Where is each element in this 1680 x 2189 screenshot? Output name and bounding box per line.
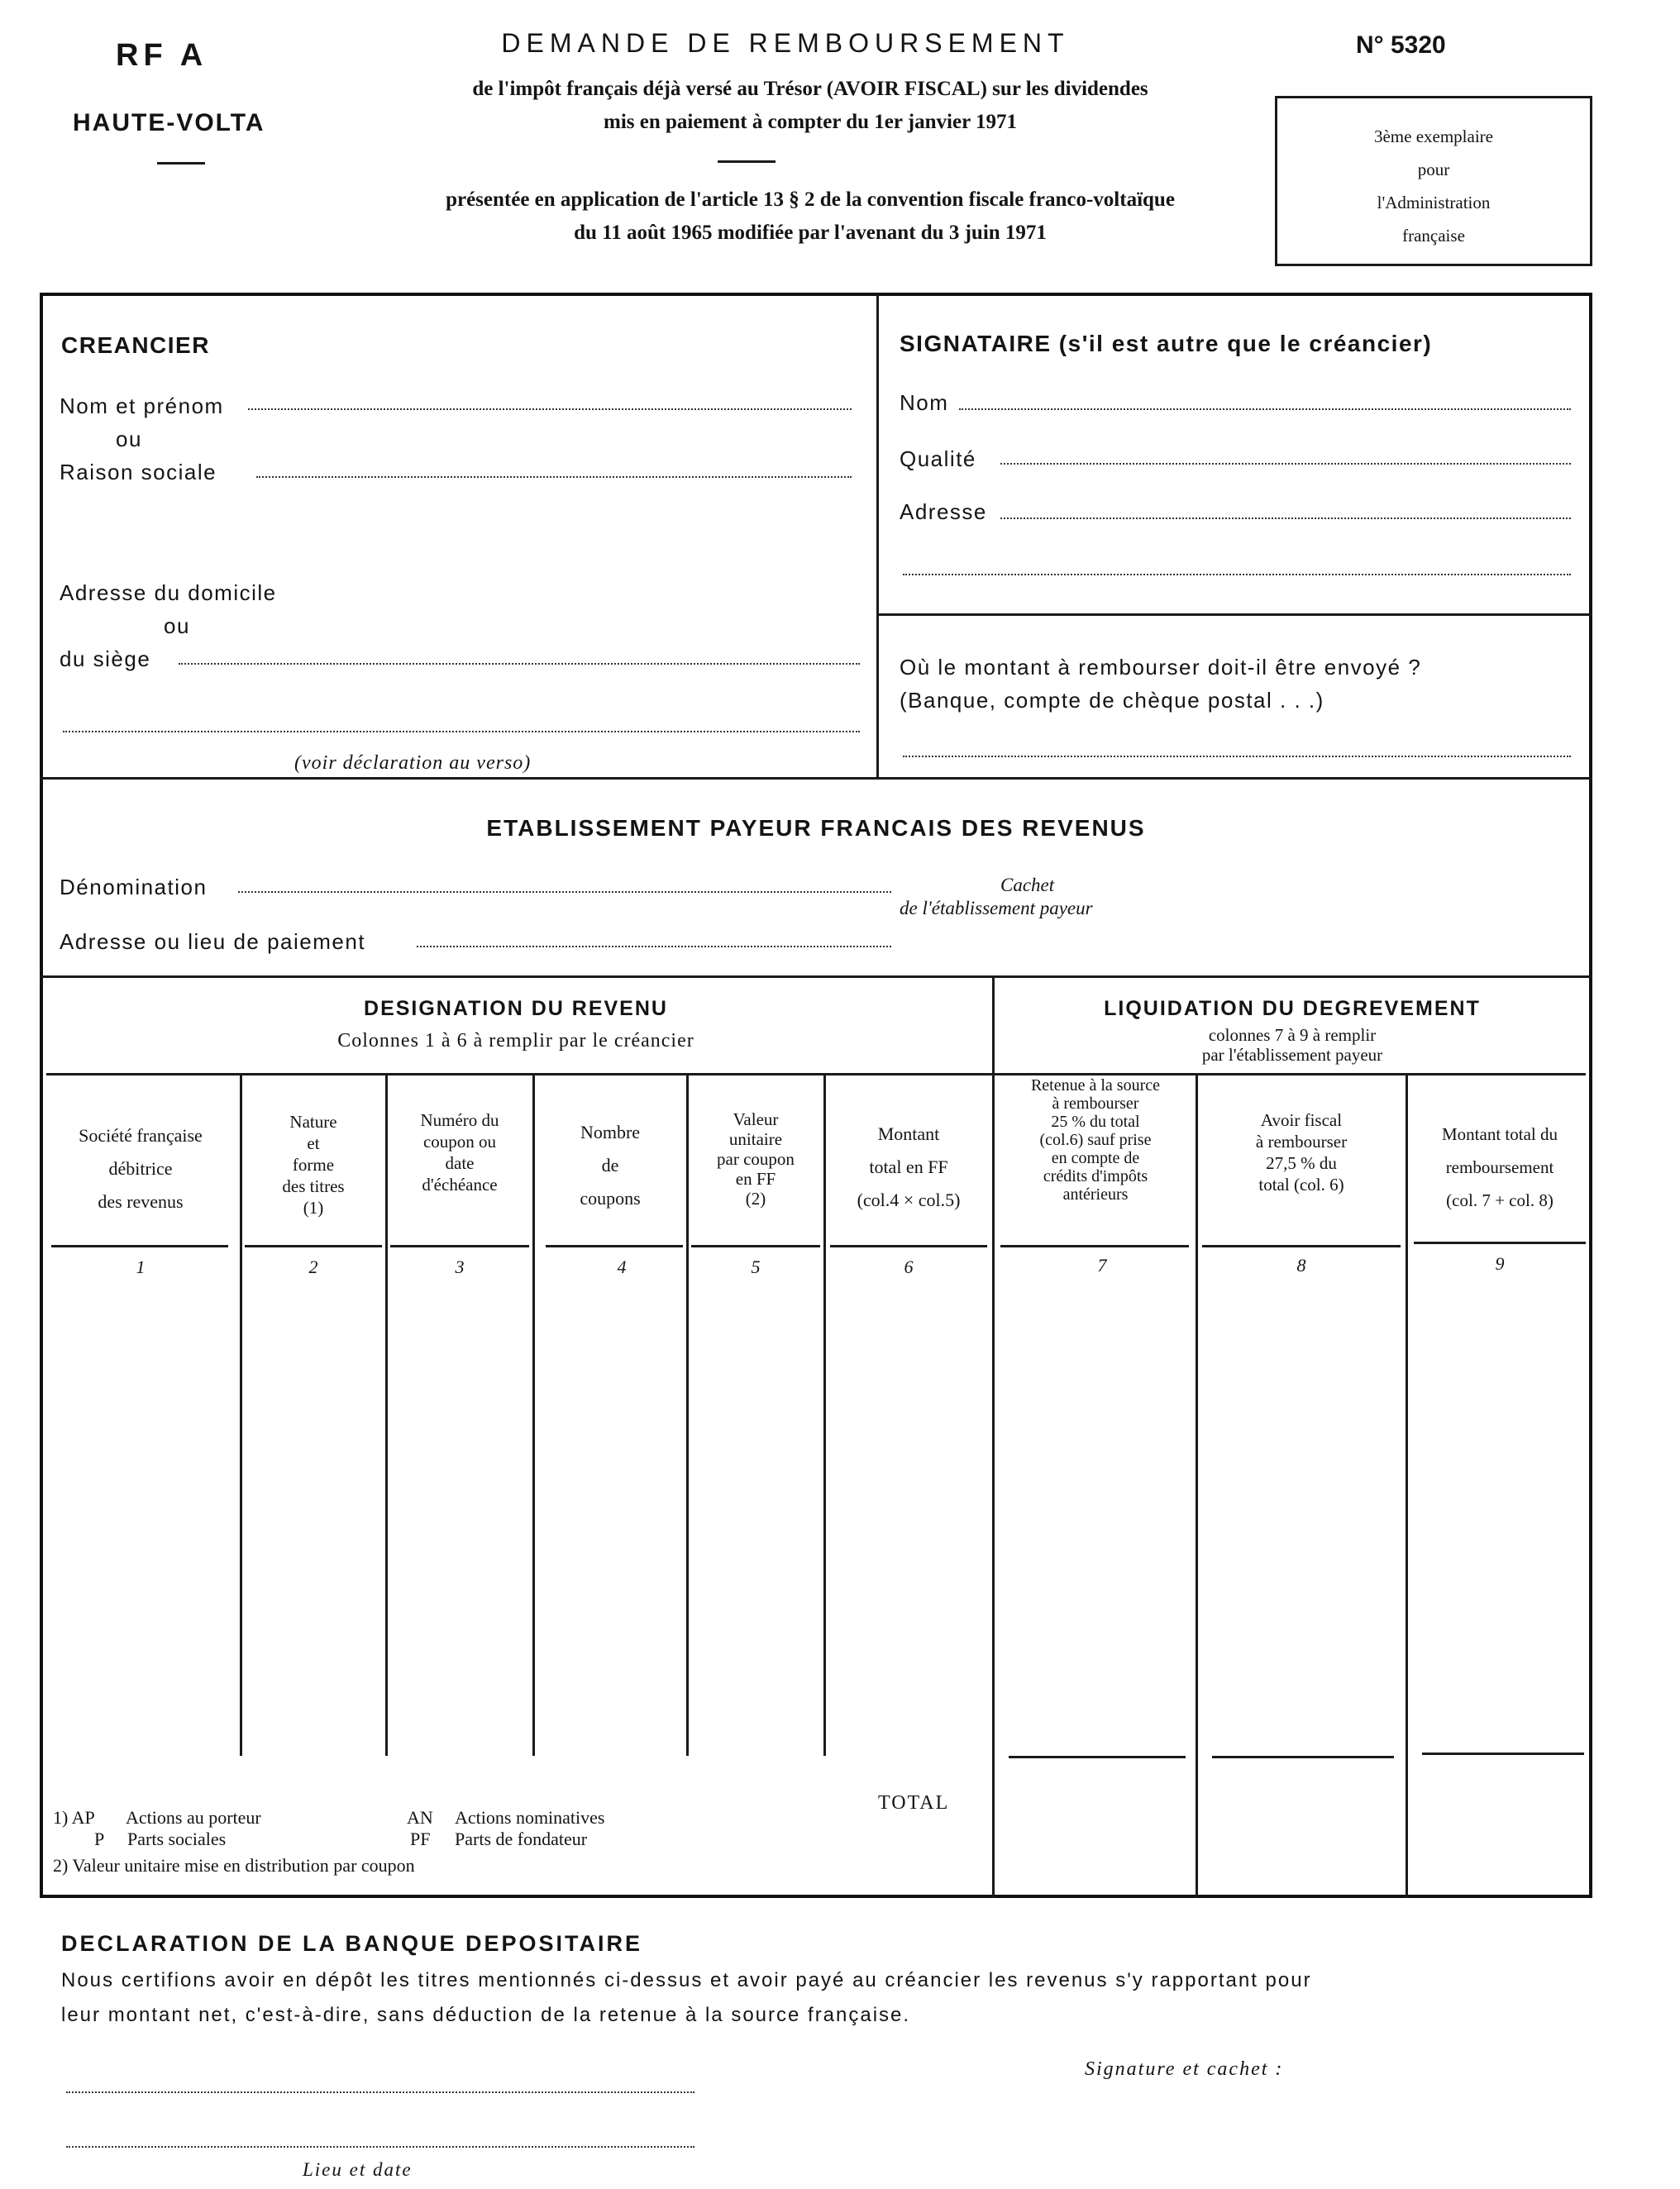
copy-line-4: française	[1402, 226, 1465, 246]
col-3-line-4: d'échéance	[422, 1175, 498, 1195]
col-3-line-2: coupon ou	[422, 1132, 497, 1152]
footnote-ap: Actions au porteur	[126, 1807, 261, 1828]
subtitle-line-2: mis en paiement à compter du 1er janvier 1971	[604, 111, 1017, 133]
page-title: DEMANDE DE REMBOURSEMENT	[501, 28, 1070, 58]
envoi-question-sub: (Banque, compte de chèque postal . . .)	[900, 688, 1324, 713]
adresse-paiement-label: Adresse ou lieu de paiement	[60, 929, 366, 954]
col-8-number: 8	[1296, 1255, 1306, 1276]
col-8-line-3: 27,5 % du	[1266, 1153, 1337, 1173]
col-2-line-1: Nature	[289, 1112, 337, 1132]
col-7-rule	[1000, 1245, 1189, 1247]
signataire-adresse-extra-field[interactable]	[903, 574, 1571, 575]
col-5-header	[688, 1109, 823, 1209]
declaration-text-1: Nous certifions avoir en dépôt les titres mentionnés ci-dessus et avoir payé au créancier les revenus s'y rapportant pour	[61, 1969, 1312, 1991]
col-7-line-2: à rembourser	[1052, 1094, 1139, 1113]
country-underline	[157, 162, 205, 165]
col-2-line-2: et	[307, 1133, 320, 1153]
col-8-line-4: total (col. 6)	[1258, 1175, 1344, 1195]
col-7-line-4: (col.6) sauf prise	[1039, 1131, 1152, 1149]
subtitle-line-3: présentée en application de l'article 13 § 2 de la convention fiscale franco-voltaïque	[446, 188, 1175, 211]
col-8-total-rule	[1212, 1756, 1394, 1758]
nom-prenom-field[interactable]	[248, 408, 852, 410]
col-6-entry-area[interactable]	[827, 1280, 990, 1751]
col-8-line-2: à rembourser	[1255, 1132, 1348, 1152]
signature-cachet-label: Signature et cachet :	[1085, 2058, 1284, 2080]
col-5-line-4: en FF	[735, 1169, 776, 1189]
ou-label-2: ou	[164, 613, 190, 638]
siege-field[interactable]	[179, 663, 860, 665]
liquidation-heading: LIQUIDATION DU DEGREVEMENT	[1104, 997, 1481, 1020]
section-divider-1	[40, 777, 1592, 780]
adresse-extra-field[interactable]	[63, 731, 860, 732]
col-1-line-1: Société française	[79, 1125, 203, 1146]
col-4-rule	[546, 1245, 683, 1247]
form-reference: RF A	[116, 38, 208, 73]
col-3-entry-area[interactable]	[389, 1280, 531, 1751]
signataire-adresse-label: Adresse	[900, 499, 987, 524]
col-5-rule	[691, 1245, 820, 1247]
ou-label-1: ou	[116, 427, 142, 451]
copy-line-2: pour	[1417, 160, 1450, 179]
title-divider	[718, 160, 776, 163]
footnote-an-code: AN	[407, 1807, 433, 1828]
col-9-total-cell[interactable]	[1409, 1761, 1591, 1893]
col-1-rule	[51, 1245, 228, 1247]
nom-prenom-label: Nom et prénom	[60, 393, 224, 418]
col-4-entry-area[interactable]	[536, 1280, 685, 1751]
col-1-number: 1	[136, 1257, 146, 1277]
country-name: HAUTE-VOLTA	[73, 109, 265, 136]
total-label: TOTAL	[878, 1792, 950, 1814]
col-4-line-1: Nombre	[580, 1122, 641, 1142]
col-7-line-5: en compte de	[1051, 1149, 1140, 1167]
col-divider-7-8	[1196, 1073, 1198, 1898]
subtitle-line-4: du 11 août 1965 modifiée par l'avenant du 3 juin 1971	[574, 222, 1047, 244]
creancier-heading: CREANCIER	[61, 332, 210, 358]
signataire-nom-label: Nom	[900, 390, 949, 415]
col-7-number: 7	[1097, 1255, 1107, 1276]
creancier-signataire-divider	[876, 293, 879, 779]
col-9-total-rule	[1422, 1753, 1584, 1755]
lieu-field[interactable]	[66, 2091, 694, 2093]
raison-sociale-label: Raison sociale	[60, 460, 217, 484]
col-7-line-7: antérieurs	[1062, 1185, 1129, 1204]
col-6-rule	[830, 1245, 987, 1247]
adresse-domicile-label: Adresse du domicile	[60, 580, 277, 605]
envoi-field[interactable]	[903, 756, 1571, 757]
col-7-entry-area[interactable]	[995, 1280, 1194, 1751]
col-1-entry-area[interactable]	[46, 1280, 238, 1751]
col-4-header	[534, 1116, 686, 1215]
col-3-header	[387, 1109, 532, 1195]
col-3-rule	[390, 1245, 529, 1247]
designation-sub: Colonnes 1 à 6 à remplir par le créancier	[337, 1030, 694, 1052]
col-2-line-3: forme	[292, 1155, 335, 1175]
col-4-line-3: coupons	[580, 1188, 641, 1209]
footnote-an: Actions nominatives	[455, 1807, 605, 1828]
col-5-entry-area[interactable]	[690, 1280, 822, 1751]
col-6-header	[825, 1118, 992, 1217]
col-7-header	[995, 1076, 1196, 1204]
col-5-line-3: par coupon	[717, 1149, 795, 1169]
denomination-field[interactable]	[238, 891, 891, 893]
signataire-heading: SIGNATAIRE (s'il est autre que le créancier)	[900, 331, 1433, 356]
lieu-date-label: Lieu et date	[303, 2159, 413, 2180]
copy-designation-box	[1275, 96, 1592, 266]
col-7-line-6: crédits d'impôts	[1043, 1167, 1148, 1185]
date-field[interactable]	[66, 2146, 694, 2148]
adresse-paiement-field[interactable]	[417, 946, 891, 947]
col-4-number: 4	[617, 1257, 627, 1277]
col-5-number: 5	[751, 1257, 761, 1277]
col-2-line-5: (1)	[303, 1198, 324, 1218]
col-6-line-1: Montant	[877, 1123, 940, 1144]
siege-label: du siège	[60, 646, 151, 671]
envoi-question: Où le montant à rembourser doit-il être envoyé ?	[900, 655, 1422, 680]
col-3-number: 3	[455, 1257, 465, 1277]
signature-area[interactable]	[1075, 2086, 1587, 2177]
col-4-line-2: de	[601, 1155, 619, 1176]
col-1-header	[43, 1119, 238, 1218]
col-9-line-2: remboursement	[1445, 1157, 1554, 1177]
col-9-line-1: Montant total du	[1442, 1124, 1558, 1144]
col-9-header	[1407, 1118, 1592, 1217]
col-9-line-3: (col. 7 + col. 8)	[1446, 1190, 1554, 1210]
footnote-pf: Parts de fondateur	[455, 1829, 588, 1849]
col-1-line-2: débitrice	[108, 1158, 173, 1179]
signataire-nom-field[interactable]	[959, 408, 1571, 410]
signataire-divider	[876, 613, 1592, 616]
col-6-line-3: (col.4 × col.5)	[857, 1190, 961, 1210]
copy-line-1: 3ème exemplaire	[1373, 126, 1493, 146]
qualite-label: Qualité	[900, 446, 976, 471]
section-divider-2	[40, 975, 1592, 978]
etablissement-heading: ETABLISSEMENT PAYEUR FRANCAIS DES REVENUS	[486, 815, 1146, 841]
subtitle-line-1: de l'impôt français déjà versé au Trésor (AVOIR FISCAL) sur les dividendes	[472, 78, 1148, 100]
col-7-line-3: 25 % du total	[1051, 1113, 1140, 1131]
col-5-line-2: unitaire	[728, 1129, 783, 1149]
col-7-total-cell[interactable]	[995, 1761, 1194, 1893]
form-number: N° 5320	[1356, 31, 1446, 59]
col-2-line-4: des titres	[282, 1176, 345, 1196]
col-3-line-3: date	[445, 1153, 475, 1173]
footnote-1-prefix: 1) AP	[53, 1807, 95, 1828]
col-8-rule	[1202, 1245, 1401, 1247]
col-5-line-5: (2)	[745, 1189, 766, 1209]
cachet-label: Cachet	[1000, 875, 1055, 895]
liquidation-sub-1: colonnes 7 à 9 à remplir	[1208, 1025, 1377, 1045]
declaration-heading: DECLARATION DE LA BANQUE DEPOSITAIRE	[61, 1931, 643, 1956]
col-1-line-3: des revenus	[98, 1191, 184, 1212]
designation-liquidation-divider	[992, 975, 995, 1898]
voir-verso-note: (voir déclaration au verso)	[294, 752, 532, 774]
footnote-pf-code: PF	[410, 1829, 431, 1849]
declaration-text-2: leur montant net, c'est-à-dire, sans déduction de la retenue à la source française.	[61, 2004, 911, 2026]
col-6-number: 6	[904, 1257, 914, 1277]
col-2-entry-area[interactable]	[243, 1280, 384, 1751]
denomination-label: Dénomination	[60, 875, 208, 899]
col-8-total-cell[interactable]	[1199, 1761, 1404, 1893]
col-9-entry-area[interactable]	[1409, 1280, 1591, 1751]
footnote-2: 2) Valeur unitaire mise en distribution par coupon	[53, 1855, 415, 1876]
col-6-line-2: total en FF	[869, 1156, 948, 1177]
raison-sociale-field[interactable]	[256, 476, 852, 478]
col-7-total-rule	[1009, 1756, 1186, 1758]
col-8-header	[1197, 1109, 1406, 1195]
col-9-rule	[1414, 1242, 1586, 1244]
copy-line-3: l'Administration	[1377, 193, 1491, 212]
col-2-rule	[245, 1245, 382, 1247]
table-header-top-rule	[46, 1073, 1586, 1075]
qualite-field[interactable]	[1000, 463, 1571, 465]
col-8-line-1: Avoir fiscal	[1260, 1110, 1343, 1130]
signataire-adresse-field[interactable]	[1000, 517, 1571, 519]
col-7-line-1: Retenue à la source	[1030, 1076, 1161, 1094]
designation-heading: DESIGNATION DU REVENU	[364, 997, 668, 1020]
col-5-line-1: Valeur	[733, 1109, 779, 1129]
col-2-number: 2	[308, 1257, 318, 1277]
col-3-line-1: Numéro du	[420, 1110, 499, 1130]
footnote-p-code: P	[94, 1829, 105, 1849]
col-9-number: 9	[1495, 1253, 1505, 1274]
col-2-header	[241, 1111, 385, 1218]
cachet-sublabel: de l'établissement payeur	[900, 898, 1093, 918]
col-8-entry-area[interactable]	[1199, 1280, 1404, 1751]
footnote-p: Parts sociales	[127, 1829, 227, 1849]
liquidation-sub-2: par l'établissement payeur	[1201, 1045, 1383, 1065]
